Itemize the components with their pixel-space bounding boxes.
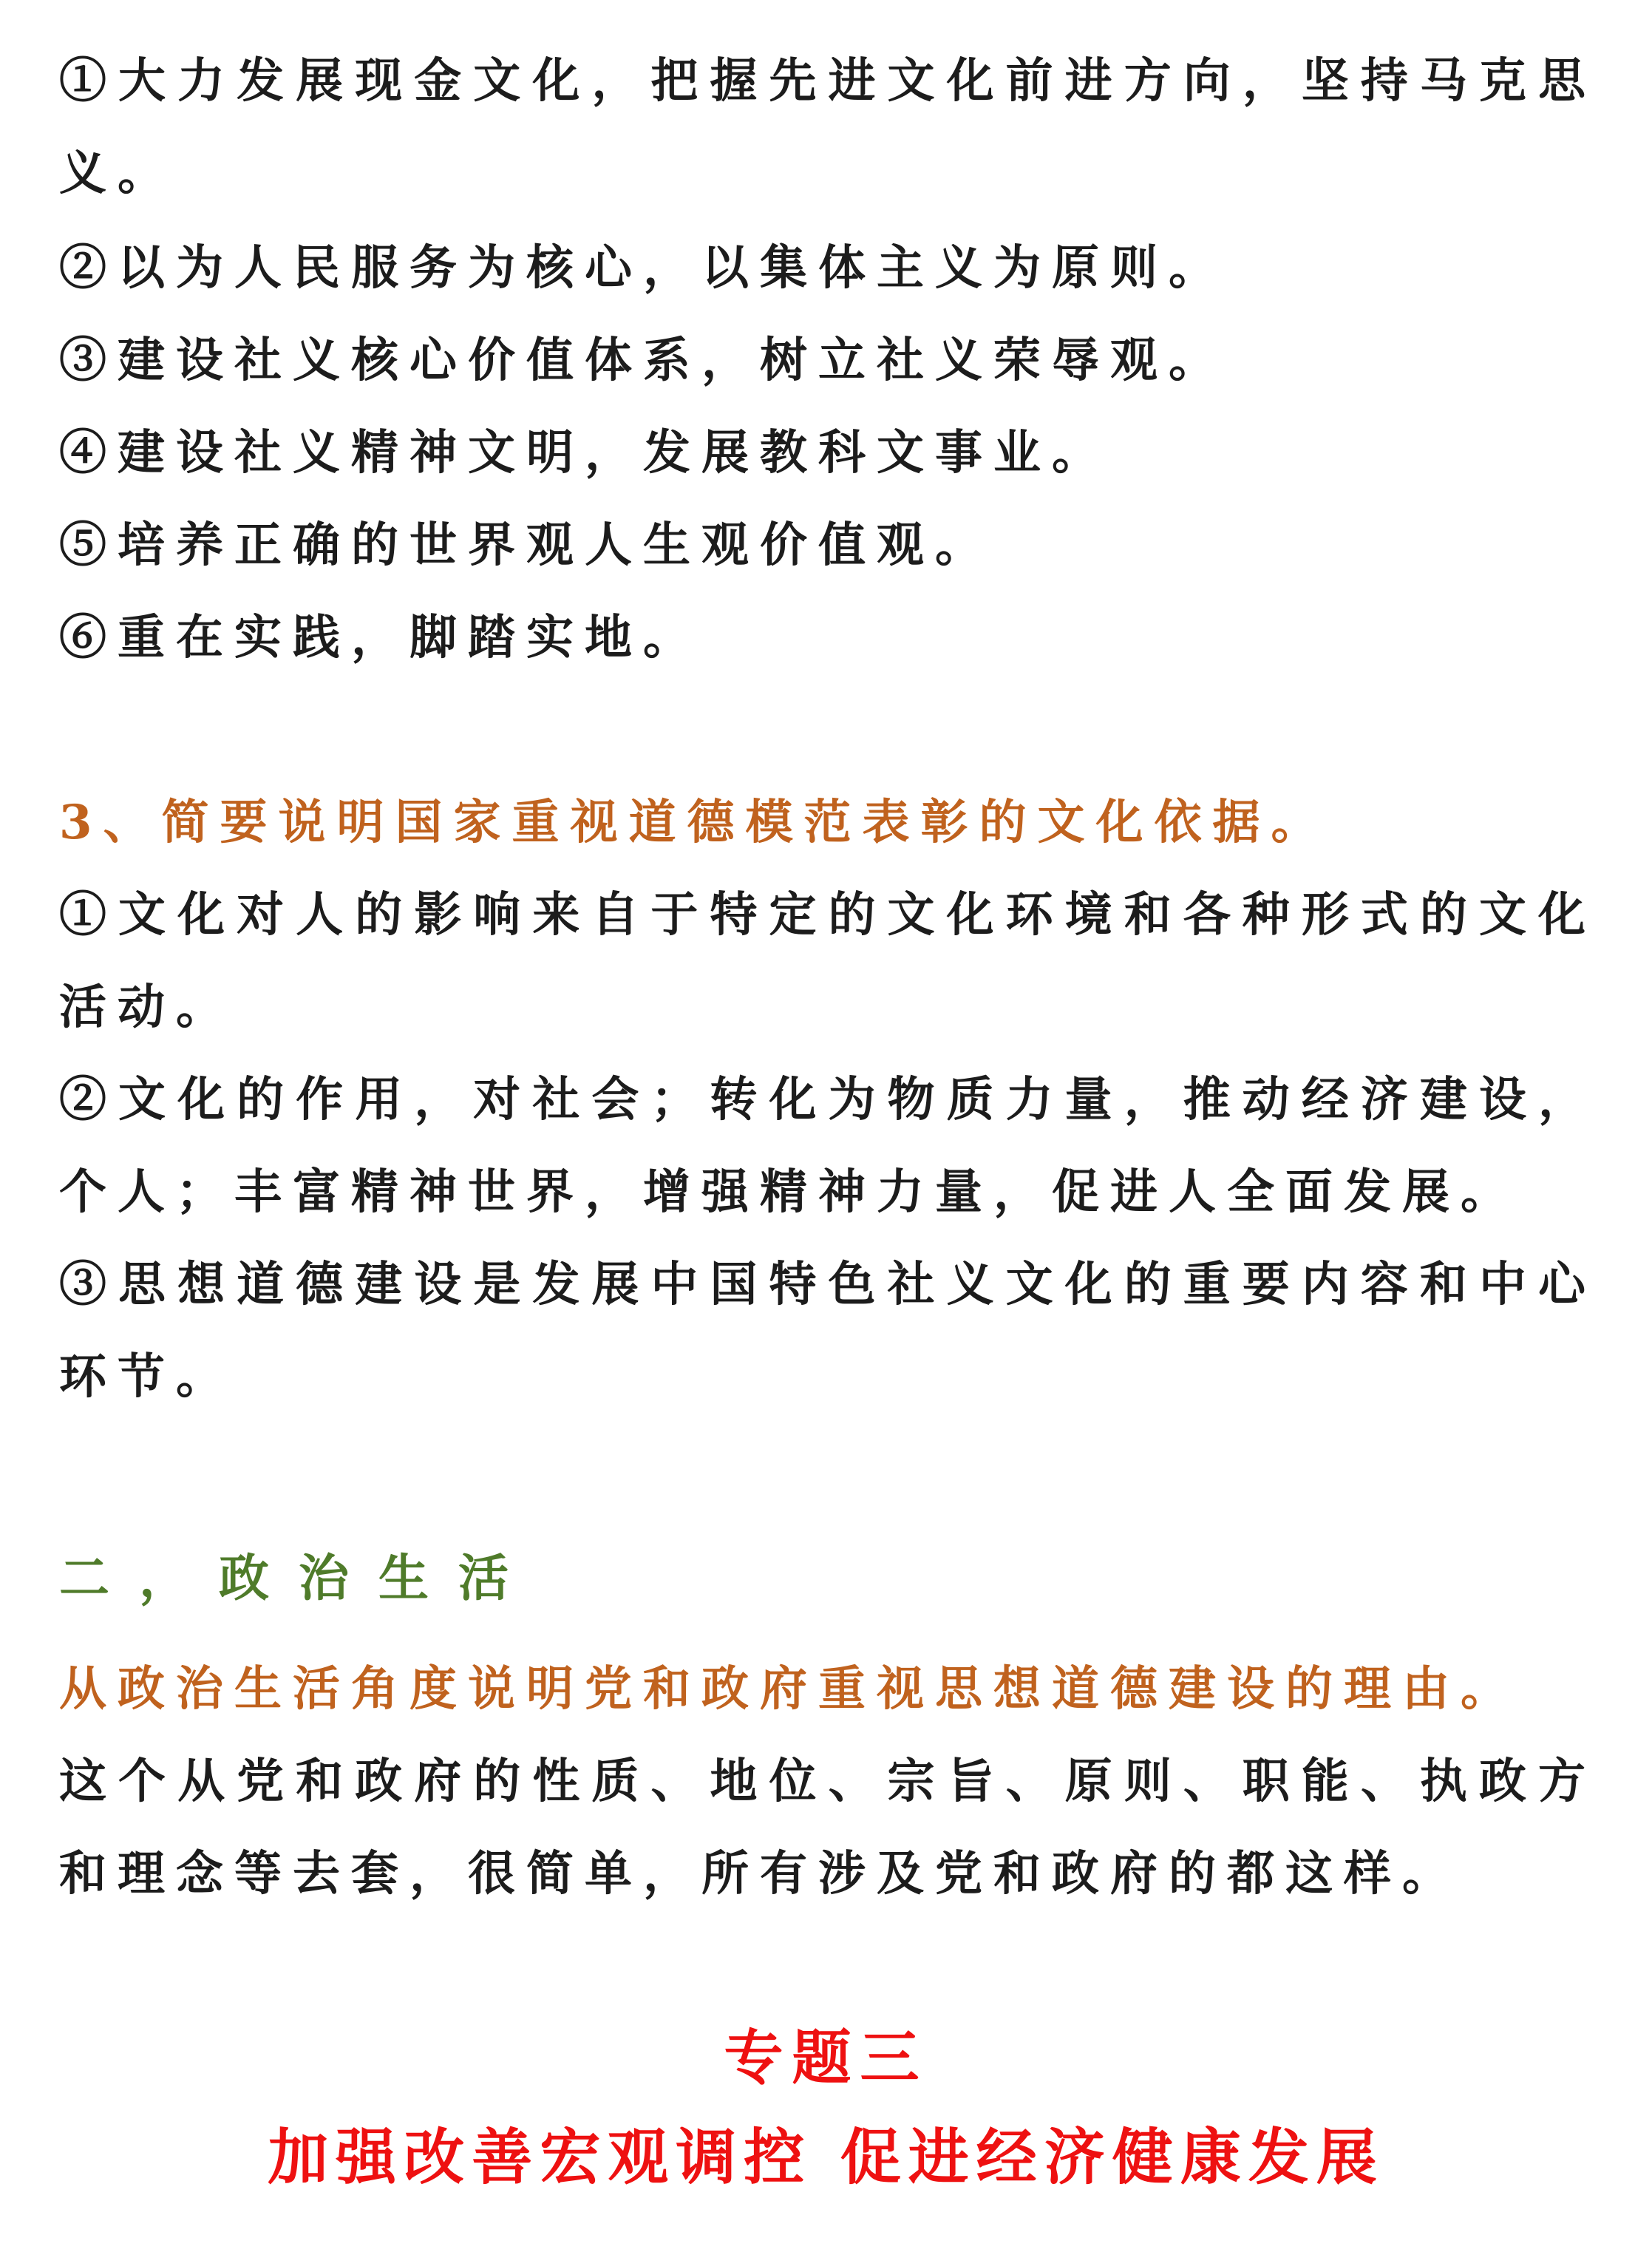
paragraph-line: ②文化的作用，对社会；转化为物质力量，推动经济建设， <box>59 1072 1597 1127</box>
paragraph-line: ③思想道德建设是发展中国特色社义文化的重要内容和中心 <box>59 1257 1597 1312</box>
chapter-heading: 二，政治生活 <box>59 1549 539 1608</box>
topic-title: 加强改善宏观调控 促进经济健康发展 <box>268 2122 1384 2193</box>
paragraph-line: 环节。 <box>59 1349 234 1405</box>
paragraph-line: ①文化对人的影响来自于特定的文化环境和各种形式的文化 <box>59 887 1597 943</box>
paragraph-line: 活动。 <box>59 980 234 1035</box>
section-heading: 从政治生活角度说明党和政府重视思想道德建设的理由。 <box>59 1661 1519 1717</box>
section-heading: 3、简要说明国家重视道德模范表彰的文化依据。 <box>59 795 1330 850</box>
paragraph-line: ④建设社义精神文明，发展教科文事业。 <box>59 425 1110 481</box>
paragraph-line: 个人；丰富精神世界，增强精神力量，促进人全面发展。 <box>59 1164 1519 1220</box>
paragraph-line: ②以为人民服务为核心，以集体主义为原则。 <box>59 240 1227 296</box>
topic-label: 专题三 <box>724 2023 928 2092</box>
paragraph-line: ⑤培养正确的世界观人生观价值观。 <box>59 518 993 573</box>
paragraph-line: ①大力发展现金文化，把握先进文化前进方向，坚持马克思 <box>59 53 1597 109</box>
paragraph-line: 和理念等去套，很简单，所有涉及党和政府的都这样。 <box>59 1846 1461 1902</box>
paragraph-line: 义。 <box>59 146 176 201</box>
paragraph-line: ⑥重在实践，脚踏实地。 <box>59 610 701 665</box>
paragraph-line: 这个从党和政府的性质、地位、宗旨、原则、职能、执政方 <box>59 1754 1597 1809</box>
paragraph-line: ③建设社义核心价值体系，树立社义荣辱观。 <box>59 333 1227 388</box>
